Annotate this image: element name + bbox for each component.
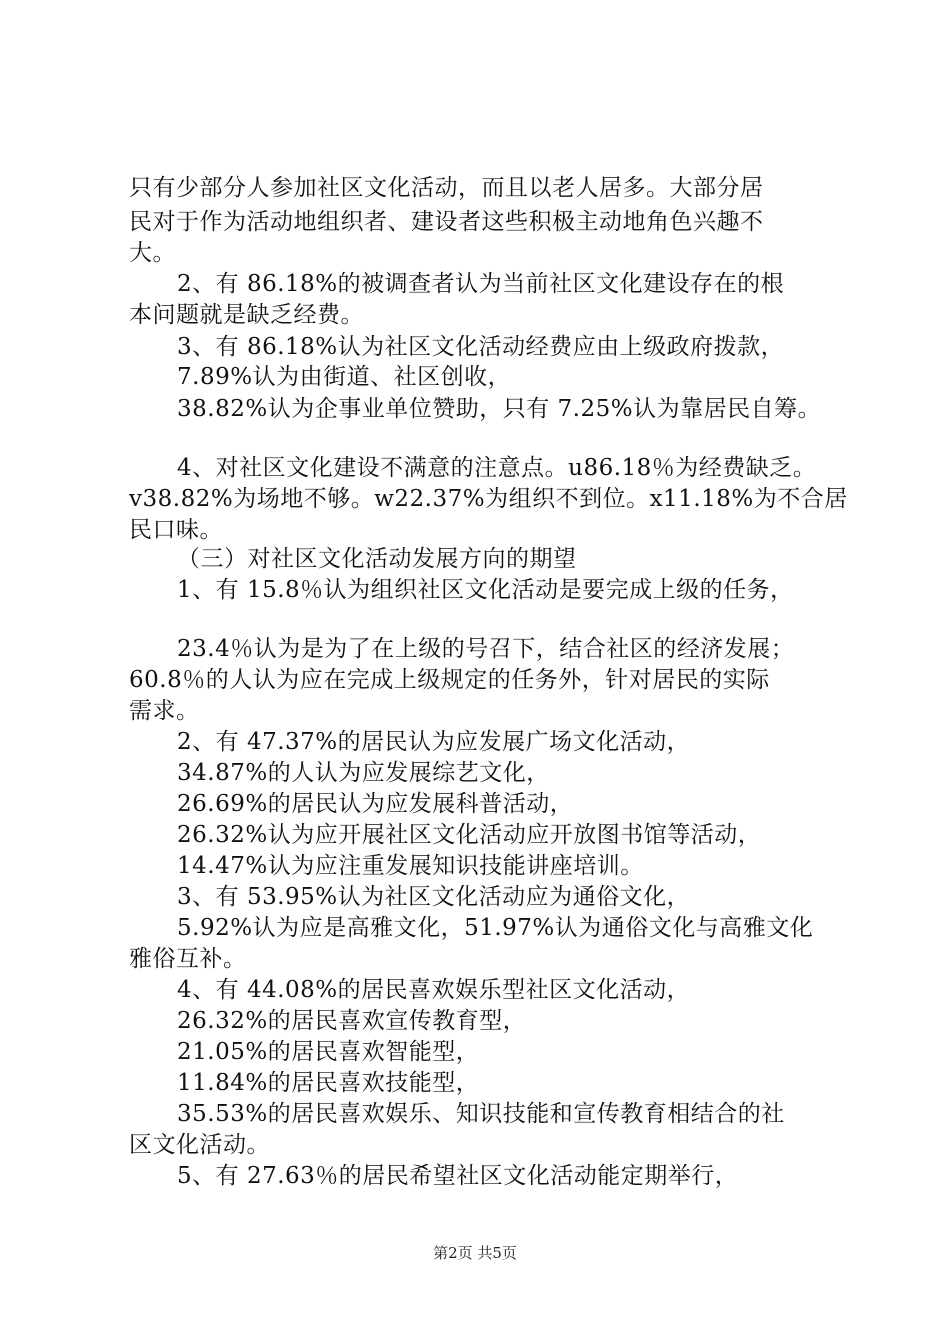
text-line: 5、有 27.63％的居民希望社区文化活动能定期举行， [177, 1163, 739, 1189]
text-line: 26.32%认为应开展社区文化活动应开放图书馆等活动， [177, 822, 762, 848]
text-line: 民对于作为活动地组织者、建设者这些积极主动地角色兴趣不 [129, 209, 764, 235]
text-line: 38.82%认为企事业单位赞助，只有 7.25%认为靠居民自筹。 [177, 396, 822, 422]
section-heading: （三）对社区文化活动发展方向的期望 [177, 546, 577, 572]
page-footer: 第2页 共5页 [433, 1244, 517, 1262]
text-line: v38.82%为场地不够。w22.37%为组织不到位。x11.18%为不合居 [129, 486, 848, 512]
text-line: 26.32%的居民喜欢宣传教育型， [177, 1008, 527, 1034]
text-line: 14.47%认为应注重发展知识技能讲座培训。 [177, 853, 644, 879]
text-line: 区文化活动。 [129, 1132, 270, 1158]
text-line: 60.8％的人认为应在完成上级规定的任务外，针对居民的实际 [129, 667, 770, 693]
text-line: 35.53%的居民喜欢娱乐、知识技能和宣传教育相结合的社 [177, 1101, 785, 1127]
text-line: 1、有 15.8％认为组织社区文化活动是要完成上级的任务， [177, 577, 794, 603]
text-line: 7.89%认为由街道、社区创收， [177, 364, 512, 390]
text-line: 雅俗互补。 [129, 946, 247, 972]
text-line: 大。 [129, 240, 176, 266]
text-line: 3、有 86.18%认为社区文化活动经费应由上级政府拨款， [177, 334, 785, 360]
text-line: 本问题就是缺乏经费。 [129, 302, 364, 328]
text-line: 21.05%的居民喜欢智能型， [177, 1039, 480, 1065]
text-line: 2、有 86.18%的被调查者认为当前社区文化建设存在的根 [177, 271, 785, 297]
text-line: 4、对社区文化建设不满意的注意点。u86.18％为经费缺乏。 [177, 455, 817, 481]
text-line: 民口味。 [129, 517, 223, 543]
text-line: 需求。 [129, 698, 200, 724]
text-line: 4、有 44.08%的居民喜欢娱乐型社区文化活动， [177, 977, 691, 1003]
text-line: 34.87%的人认为应发展综艺文化， [177, 760, 550, 786]
text-line: 23.4％认为是为了在上级的号召下，结合社区的经济发展； [177, 636, 795, 662]
text-line: 3、有 53.95%认为社区文化活动应为通俗文化， [177, 884, 691, 910]
text-line: 2、有 47.37%的居民认为应发展广场文化活动， [177, 729, 691, 755]
text-line: 26.69%的居民认为应发展科普活动， [177, 791, 574, 817]
text-line: 只有少部分人参加社区文化活动，而且以老人居多。大部分居 [129, 175, 764, 201]
text-line: 5.92%认为应是高雅文化，51.97%认为通俗文化与高雅文化 [177, 915, 814, 941]
text-line: 11.84%的居民喜欢技能型， [177, 1070, 480, 1096]
